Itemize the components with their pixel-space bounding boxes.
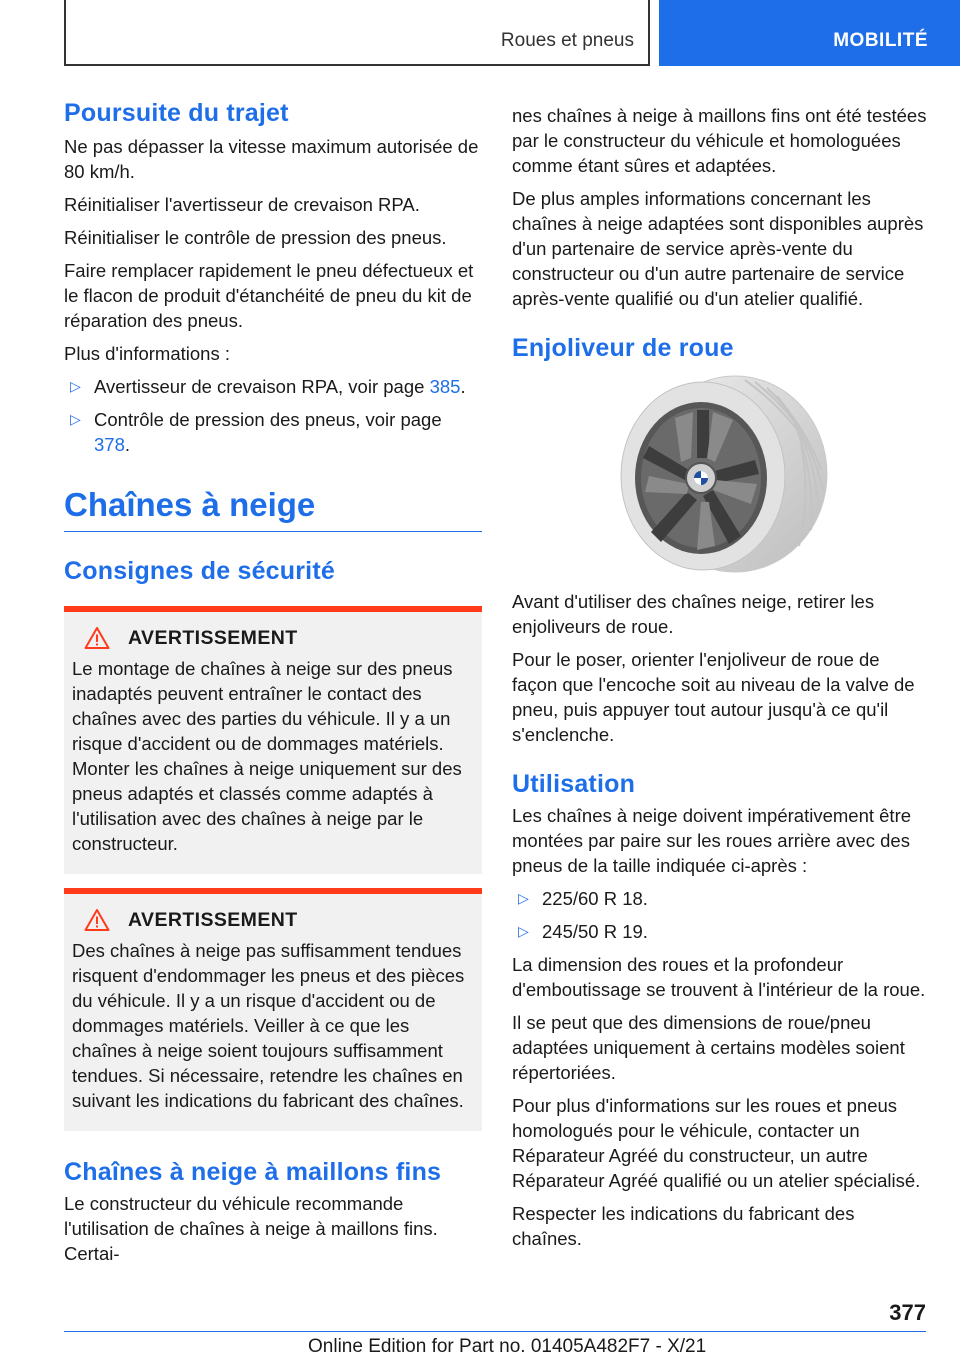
header-section-title: Roues et pneus xyxy=(500,30,634,51)
paragraph: Pour plus d'informations sur les roues et pneus homologués pour le véhicule, contacter un Réparateur Agréé du constructeur, un autre Réparateur Agréé qualifié ou un atelier spécialisé. xyxy=(512,1095,921,1191)
page-link-385[interactable]: 385 xyxy=(429,376,461,397)
triangle-bullet-icon: ▷ xyxy=(70,411,81,427)
paragraph: Faire remplacer rapidement le pneu défectueux et le flacon de produit d'étanchéité de pneu du kit de réparation des pneus. xyxy=(64,260,474,331)
paragraph: Plus d'informations : xyxy=(64,343,230,364)
wheel-cover-image xyxy=(512,371,927,581)
triangle-bullet-icon: ▷ xyxy=(70,378,81,394)
heading-utilisation: Utilisation xyxy=(512,770,636,798)
warning-triangle-icon xyxy=(84,626,110,650)
paragraph: Le constructeur du véhicule recommande l'utilisation de chaînes à neige à maillons fins. Certai- xyxy=(64,1193,438,1265)
left-column xyxy=(64,98,482,1274)
right-column xyxy=(512,103,927,1259)
header-chapter-tab xyxy=(659,0,960,66)
heading-maillons: Chaînes à neige à maillons fins xyxy=(64,1158,442,1187)
paragraph: Réinitialiser l'avertisseur de crevaison RPA. xyxy=(64,194,420,215)
heading-poursuite: Poursuite du trajet xyxy=(64,99,289,127)
paragraph: Il se peut que des dimensions de roue/pneu adaptées uniquement à certains modèles soient répertoriées. xyxy=(512,1012,905,1083)
triangle-bullet-icon: ▷ xyxy=(518,890,529,906)
list-item: ▷ 225/60 R 18. xyxy=(518,888,648,909)
footer-edition: Online Edition for Part no. 01405A482F7 - X/21 xyxy=(308,1336,707,1357)
heading-chaines: Chaînes à neige xyxy=(64,486,316,523)
paragraph: Avant d'utiliser des chaînes neige, retirer les enjoliveurs de roue. xyxy=(512,591,875,637)
paragraph: La dimension des roues et la profondeur d'emboutissage se trouvent à l'intérieur de la roue. xyxy=(512,954,926,1000)
heading-enjoliveur: Enjoliveur de roue xyxy=(512,334,734,362)
page-number: 377 xyxy=(889,1300,926,1325)
header-section-box xyxy=(64,0,650,66)
list-item: ▷ 245/50 R 19. xyxy=(518,921,648,942)
warning-title: AVERTISSEMENT xyxy=(128,908,298,931)
page-link-378[interactable]: 378 xyxy=(94,434,125,455)
paragraph: nes chaînes à neige à maillons fins ont été testées par le constructeur du véhicule et homologuées comme étant sûres et adaptées. xyxy=(512,105,927,176)
warning-triangle-icon xyxy=(84,908,110,932)
wheel-icon xyxy=(605,374,835,579)
triangle-bullet-icon: ▷ xyxy=(518,923,529,939)
paragraph: De plus amples informations concernant les chaînes à neige adaptées sont disponibles auprès d'un partenaire de service après-vente du constructeur ou d'un autre partenaire de service après-vente qualifié ou d'un atelier qualifié. xyxy=(512,188,924,309)
list-item: ▷ Avertisseur de crevaison RPA, voir page 385. xyxy=(70,376,466,397)
paragraph: Réinitialiser le contrôle de pression des pneus. xyxy=(64,227,447,248)
heading-consignes: Consignes de sécurité xyxy=(64,557,335,586)
paragraph: Pour le poser, orienter l'enjoliveur de roue de façon que l'encoche soit au niveau de la valve de pneu, puis appuyer tout autour jusqu'à ce qu'il s'enclenche. xyxy=(512,649,915,745)
footer-divider xyxy=(64,1331,926,1332)
heading-divider xyxy=(64,531,482,533)
warning-title: AVERTISSEMENT xyxy=(128,626,298,649)
warning-box xyxy=(64,888,482,1131)
header-chapter-label: MOBILITÉ xyxy=(833,30,928,51)
warning-text: Le montage de chaînes à neige sur des pneus inadaptés peuvent entraîner le contact des chaînes avec des parties du véhicule. Il y a un risque d'accident ou de dommages matériels. Monter les chaînes à neige uniquement sur des pneus adaptés et classés comme adaptés à l'utilisation avec des chaînes à neige par le constructeur. xyxy=(72,658,462,855)
warning-text: Des chaînes à neige pas suffisamment tendues risquent d'endommager les pneus et des pièces du véhicule. Il y a un risque d'accident ou de dommages matériels. Veiller à ce que les chaînes à neige soient toujours suffisamment tendues. Si nécessaire, retendre les chaînes en suivant les indications du fabricant des chaînes. xyxy=(72,940,465,1112)
paragraph: Les chaînes à neige doivent impérativement être montées par paire sur les roues arrière avec des pneus de la taille indiquée ci-après : xyxy=(512,805,912,876)
paragraph: Ne pas dépasser la vitesse maximum autorisée de 80 km/h. xyxy=(64,136,479,182)
paragraph: Respecter les indications du fabricant des chaînes. xyxy=(512,1203,855,1249)
list-item: ▷ Contrôle de pression des pneus, voir page 378. xyxy=(70,409,442,455)
warning-box xyxy=(64,606,482,874)
